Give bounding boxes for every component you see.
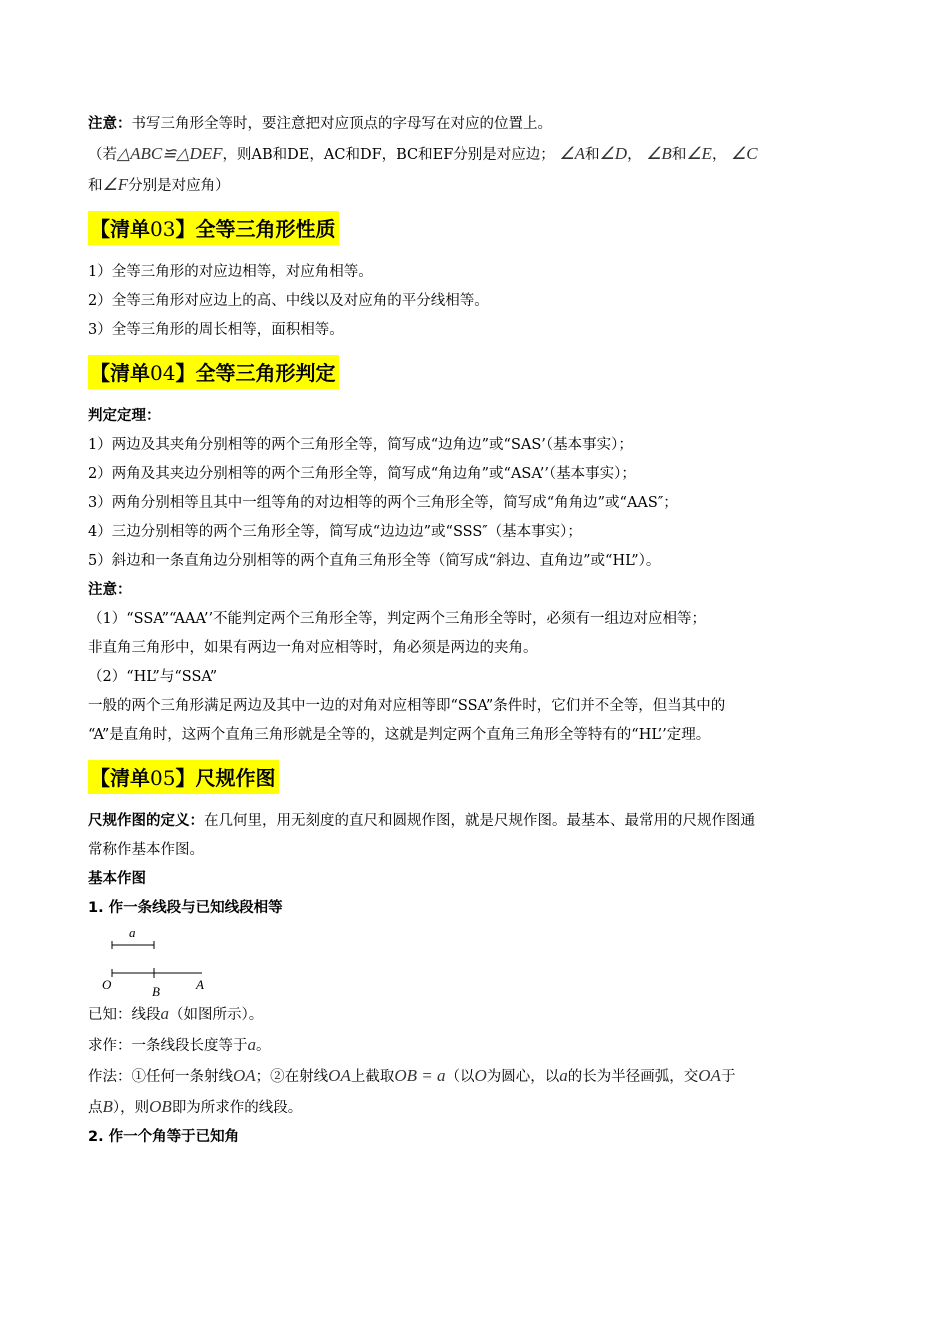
theorem-item: 1）两边及其夹角分别相等的两个三角形全等，简写成“边角边”或“SAS’（基本事实）； [88, 437, 633, 453]
construction-item-1: 1. 作一条线段与已知线段相等 [88, 900, 283, 916]
note-label-2: 注意： [88, 582, 132, 598]
var-b: B [102, 1097, 113, 1116]
known-prefix: 已知：线段 [88, 1007, 161, 1023]
theorem-item: 3）两角分别相等且其中一组等角的对边相等的两个三角形全等，简写成“角角边”或“AAS″； [88, 495, 678, 511]
property-item: 3）全等三角形的周长相等，面积相等。 [88, 322, 344, 338]
comma: ， [711, 147, 727, 163]
method-text: 于 [720, 1069, 736, 1085]
required-prefix: 求作：一条线段长度等于 [88, 1038, 248, 1054]
heading-number: 05 [150, 766, 176, 790]
method-text: 的长为半径画弧，交 [567, 1069, 699, 1085]
var-o: O [474, 1066, 487, 1085]
var-oa: OA [698, 1066, 721, 1085]
known-suffix: （如图所示）。 [169, 1007, 264, 1023]
property-item: 1）全等三角形的对应边相等，对应角相等。 [88, 264, 373, 280]
method-text: 点 [88, 1100, 103, 1116]
label-b: B [152, 984, 160, 999]
note-corresponding-sides: ，则AB和DE，AC和DF，BC和EF分别是对应边； [222, 147, 555, 163]
method-text: 即为所求作的线段。 [171, 1100, 303, 1116]
segment-diagram [98, 931, 258, 993]
known-line [88, 999, 868, 1030]
note-line-3 [88, 170, 868, 201]
required-line [88, 1030, 868, 1061]
method-text: ；②在射线 [255, 1069, 329, 1085]
definition-line-1 [88, 807, 868, 836]
heading-title: 】全等三角形判定 [175, 361, 336, 385]
var-a: a [160, 1004, 169, 1023]
method-text: 上截取 [350, 1069, 395, 1085]
var-a: a [247, 1035, 256, 1054]
method-line-2 [88, 1092, 868, 1123]
section-04-heading [88, 355, 339, 389]
note-item: （2）“HL”与“SSA” [88, 669, 218, 685]
method-text: 为圆心，以 [486, 1069, 560, 1085]
label-a: a [129, 925, 136, 940]
section-03-heading [88, 211, 339, 245]
method-text: （以 [445, 1069, 475, 1085]
label-A: A [196, 977, 204, 992]
basic-construction-title: 基本作图 [88, 871, 146, 887]
note-text: 书写三角形全等时，要注意把对应顶点的字母写在对应的位置上。 [131, 116, 552, 132]
label-o: O [102, 977, 112, 992]
angle-f: ∠F [102, 175, 129, 194]
property-item: 2）全等三角形对应边上的高、中线以及对应角的平分线相等。 [88, 293, 489, 309]
note-item: 非直角三角形中，如果有两边一角对应相等时，角必须是两边的夹角。 [88, 640, 538, 656]
theorem-item: 4）三边分别相等的两个三角形全等，简写成“边边边”或“SSS″（基本事实）； [88, 524, 582, 540]
note-line-2 [88, 139, 868, 170]
construction-item-2: 2. 作一个角等于已知角 [88, 1129, 240, 1145]
angle-c: ∠C [731, 144, 758, 163]
method-line-1 [88, 1061, 868, 1092]
var-oa: OA [328, 1066, 351, 1085]
document-page [88, 110, 868, 1152]
note-item: “A”是直角时，这两个直角三角形就是全等的，这就是判定两个直角三角形全等特有的“HL’’定理。 [88, 727, 711, 743]
angle-a: ∠A [559, 144, 586, 163]
heading-prefix: 【清单 [90, 766, 150, 790]
congruence-expression: △ABC≌△DEF [117, 144, 223, 163]
note-item: （1）“SSA”“AAA’’不能判定两个三角形全等，判定两个三角形全等时，必须有一组边对应相等； [88, 611, 707, 627]
theorem-subtitle: 判定定理： [88, 408, 161, 424]
note-label: 注意： [88, 116, 132, 132]
heading-prefix: 【清单 [90, 361, 150, 385]
note-item: 一般的两个三角形满足两边及其中一边的对角对应相等即“SSA”条件时，它们并不全等，但当其中的 [88, 698, 726, 714]
method-text: 作法：①任何一条射线 [88, 1069, 233, 1085]
angle-e: ∠E [686, 144, 712, 163]
var-a: a [559, 1066, 568, 1085]
heading-prefix: 【清单 [90, 217, 150, 241]
and-text: 和 [585, 147, 600, 163]
var-oa: OA [233, 1066, 256, 1085]
and-text: 和 [671, 147, 687, 163]
method-text: ），则 [112, 1100, 150, 1116]
and-text: 和 [88, 178, 103, 194]
angle-b: ∠B [646, 144, 672, 163]
theorem-item: 2）两角及其夹边分别相等的两个三角形全等，简写成“角边角”或“ASA’’（基本事实）； [88, 466, 636, 482]
definition-line-2: 常称作基本作图。 [88, 842, 204, 858]
required-suffix: 。 [256, 1038, 271, 1054]
angle-d: ∠D [599, 144, 628, 163]
segment-figure [98, 925, 258, 999]
note-prefix: （若 [88, 147, 117, 163]
var-ob: OB [149, 1097, 172, 1116]
theorem-item: 5）斜边和一条直角边分别相等的两个直角三角形全等（简写成“斜边、直角边”或“HL”）。 [88, 553, 661, 569]
heading-number: 04 [150, 361, 176, 385]
comma: ， [627, 147, 642, 163]
definition-label: 尺规作图的定义： [88, 813, 204, 829]
heading-title: 】尺规作图 [175, 766, 276, 790]
note-corresponding-angles: 分别是对应角） [128, 178, 230, 194]
heading-title: 】全等三角形性质 [175, 217, 336, 241]
heading-number: 03 [150, 217, 176, 241]
note-line-1 [88, 110, 868, 139]
var-ob-eq-a: OB = a [394, 1066, 446, 1085]
section-05-heading [88, 760, 279, 794]
definition-text: 在几何里，用无刻度的直尺和圆规作图，就是尺规作图。最基本、最常用的尺规作图通 [204, 813, 755, 829]
